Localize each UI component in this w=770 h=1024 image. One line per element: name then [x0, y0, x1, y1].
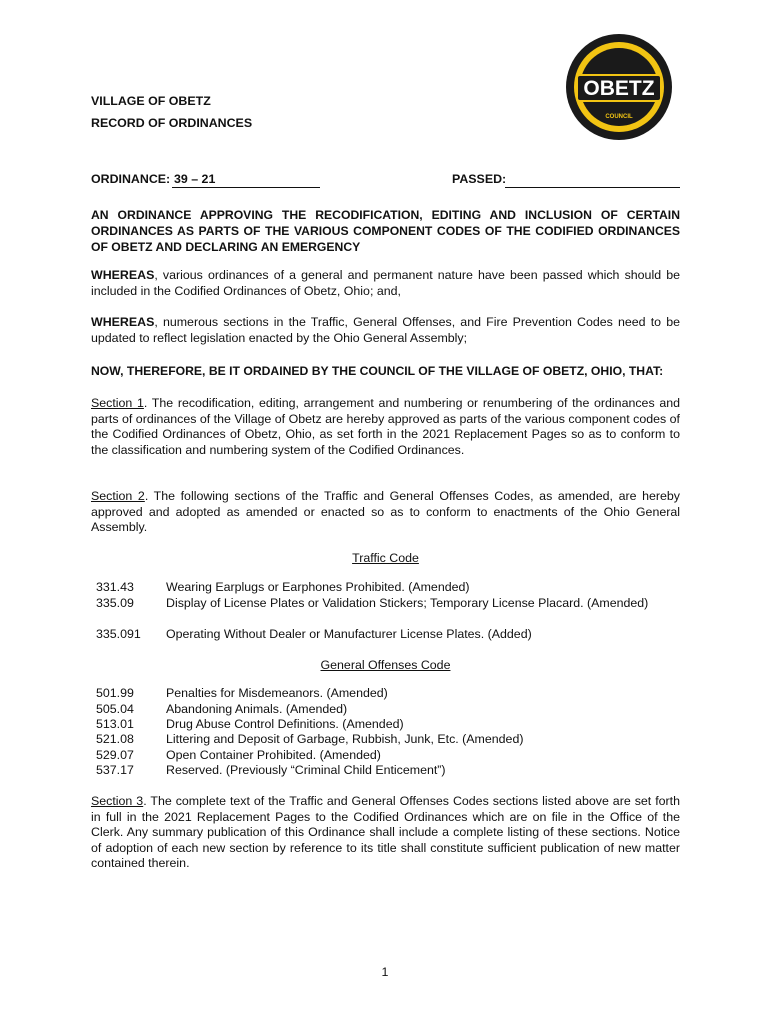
code-description: Display of License Plates or Validation Stickers; Temporary License Placard. (Amended): [166, 596, 649, 610]
page-number: 1: [381, 965, 389, 979]
code-description: Wearing Earplugs or Earphones Prohibited. (Amended): [166, 580, 470, 594]
code-number: 513.01: [96, 717, 134, 731]
ordinance-number: 39 – 21: [172, 172, 320, 188]
record-heading: RECORD OF ORDINANCES: [91, 116, 253, 130]
whereas-text: , various ordinances of a general and permanent nature have been passed which should be included in the Codified Ordinances of Obetz, Ohio; and,: [91, 268, 680, 298]
logo-name: OBETZ: [583, 77, 655, 100]
village-heading: VILLAGE OF OBETZ: [91, 94, 211, 108]
section-1-paragraph: [91, 396, 680, 458]
logo-sub: COUNCIL: [605, 114, 633, 120]
section-2-paragraph: [91, 489, 680, 536]
code-description: Operating Without Dealer or Manufacturer License Plates. (Added): [166, 627, 532, 641]
whereas-paragraph-2: [91, 315, 680, 346]
section-label: Section 1: [91, 396, 144, 410]
code-number: 537.17: [96, 763, 134, 777]
code-number: 335.091: [96, 627, 141, 641]
code-description: Littering and Deposit of Garbage, Rubbish, Junk, Etc. (Amended): [166, 732, 524, 746]
whereas-lead: WHEREAS: [91, 315, 155, 329]
code-description: Penalties for Misdemeanors. (Amended): [166, 686, 388, 700]
general-offenses-code-heading: General Offenses Code: [320, 658, 451, 672]
code-description: Abandoning Animals. (Amended): [166, 702, 348, 716]
code-number: 331.43: [96, 580, 134, 594]
section-text: . The complete text of the Traffic and General Offenses Codes sections listed above are set forth in full in the 2021 Replacement Pages to the Codified Ordinances which are on file in the Office of the Clerk. Any summary publication of this Ordinance shall include a complete listing of these sections. Notice of adoption of each new section by reference to its title shall constitute sufficient publication of new matter contained therein.: [91, 794, 680, 870]
code-description: Reserved. (Previously “Criminal Child Enticement”): [166, 763, 446, 777]
code-number: 501.99: [96, 686, 134, 700]
obetz-council-logo: [565, 33, 673, 141]
whereas-lead: WHEREAS: [91, 268, 155, 282]
ordinance-title: AN ORDINANCE APPROVING THE RECODIFICATION, EDITING AND INCLUSION OF CERTAIN ORDINANCES AS PARTS OF THE VARIOUS COMPONENT CODES OF THE CODIFIED ORDINANCES OF OBETZ AND DECLARING AN EMERGENCY: [91, 208, 680, 254]
now-therefore-clause: NOW, THEREFORE, BE IT ORDAINED BY THE COUNCIL OF THE VILLAGE OF OBETZ, OHIO, THAT:: [91, 364, 664, 378]
code-number: 521.08: [96, 732, 134, 746]
code-number: 505.04: [96, 702, 134, 716]
code-description: Open Container Prohibited. (Amended): [166, 748, 381, 762]
code-number: 335.09: [96, 596, 134, 610]
section-label: Section 2: [91, 489, 145, 503]
code-number: 529.07: [96, 748, 134, 762]
whereas-paragraph-1: [91, 268, 680, 299]
section-3-paragraph: [91, 794, 680, 872]
code-description: Drug Abuse Control Definitions. (Amended): [166, 717, 404, 731]
section-text: . The following sections of the Traffic and General Offenses Codes, as amended, are hereby approved and adopted as amended or enacted so as to conform to enactments of the Ohio General Assembly.: [91, 489, 680, 534]
passed-label: PASSED:: [452, 172, 507, 186]
section-label: Section 3: [91, 794, 144, 808]
ordinance-label: ORDINANCE:: [91, 172, 171, 186]
whereas-text: , numerous sections in the Traffic, General Offenses, and Fire Prevention Codes need to be updated to reflect legislation enacted by the Ohio General Assembly;: [91, 315, 680, 345]
section-text: . The recodification, editing, arrangement and numbering or renumbering of the ordinances and parts of ordinances of the Village of Obetz are hereby approved as parts of the various component codes of the Codified Ordinances of Obetz, Ohio, as set forth in the 2021 Replacement Pages so as to conform to the classification and numbering system of the Codified Ordinances.: [91, 396, 680, 457]
traffic-code-heading: Traffic Code: [352, 551, 419, 565]
passed-blank-line: [505, 172, 680, 188]
